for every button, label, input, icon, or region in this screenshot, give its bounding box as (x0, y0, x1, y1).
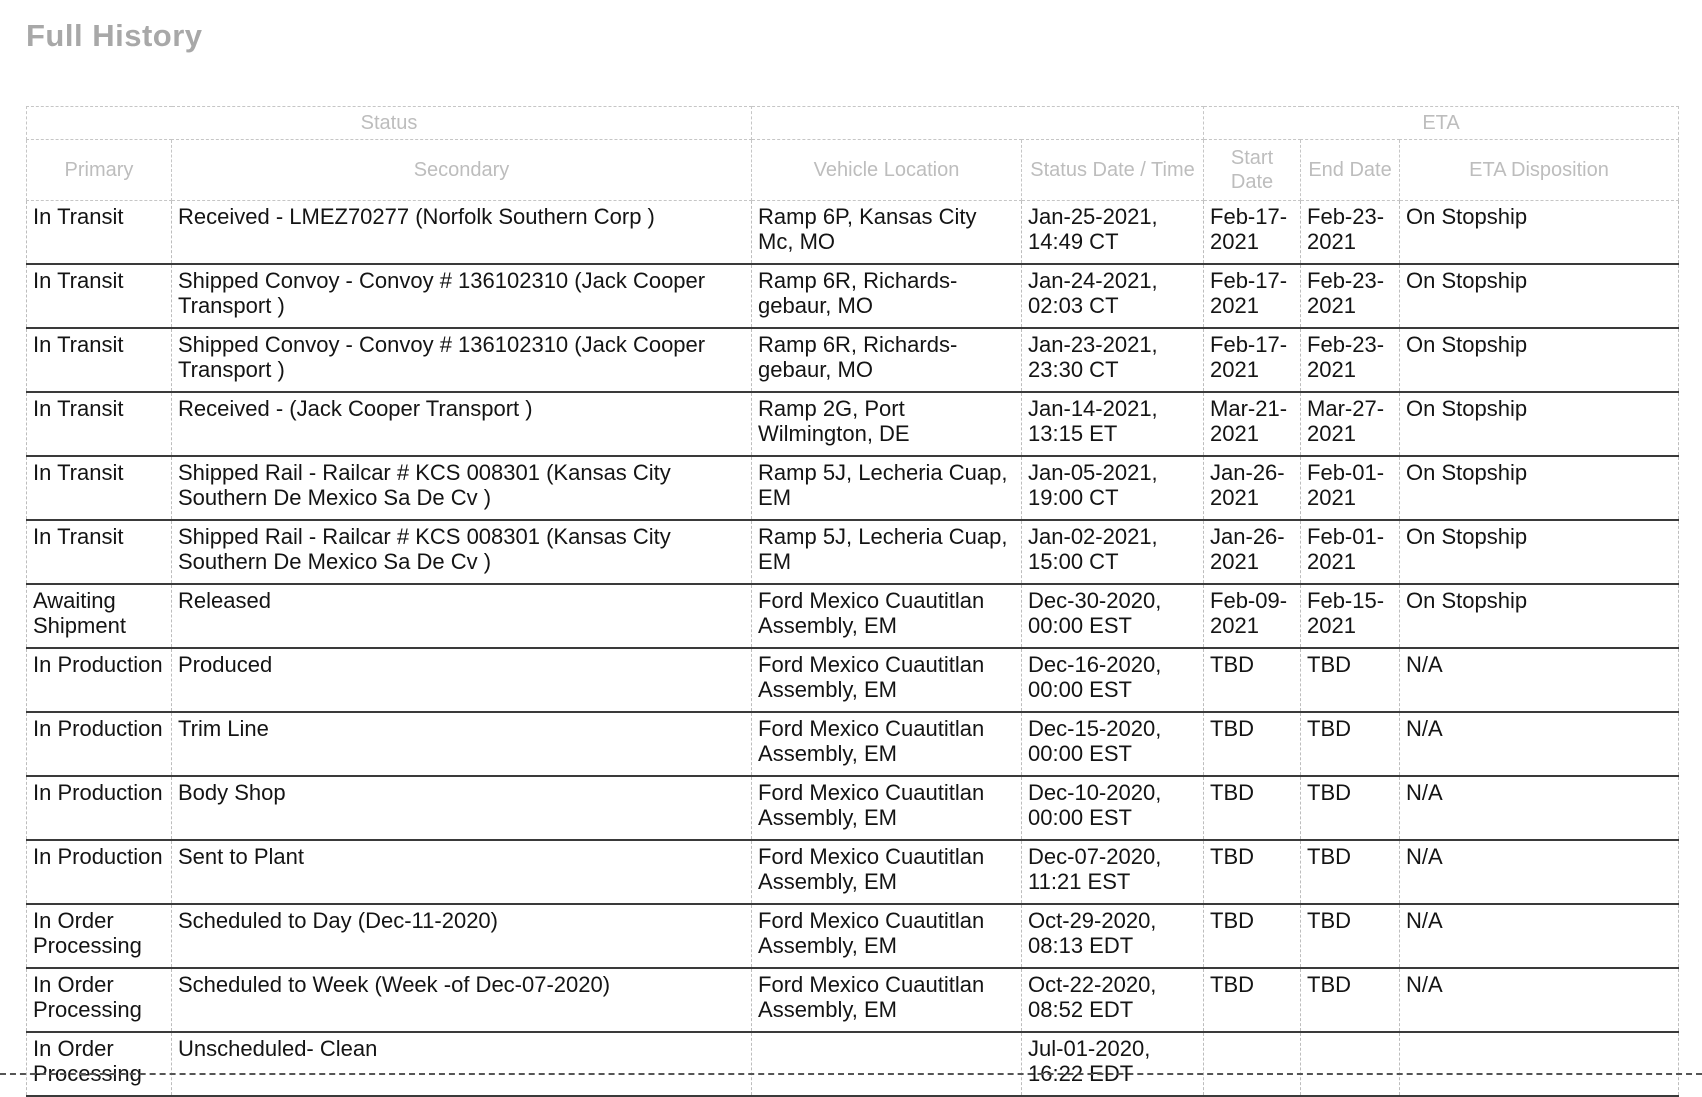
table-row (27, 904, 1679, 968)
cell-status-date-time: Oct-29-2020, 08:13 EDT (1022, 904, 1204, 968)
cell-vehicle-location: Ford Mexico Cuautitlan Assembly, EM (752, 584, 1022, 648)
cell-secondary: Shipped Rail - Railcar # KCS 008301 (Kansas City Southern De Mexico Sa De Cv ) (172, 520, 752, 584)
group-header-blank (752, 107, 1204, 140)
cell-status-date-time: Dec-10-2020, 00:00 EST (1022, 776, 1204, 840)
table-row (27, 392, 1679, 456)
cell-start-date: TBD (1204, 776, 1301, 840)
cell-start-date: Jan-26-2021 (1204, 520, 1301, 584)
cell-vehicle-location: Ramp 6R, Richards-gebaur, MO (752, 328, 1022, 392)
column-header-eta-disposition: ETA Disposition (1400, 140, 1679, 201)
column-header-status-date-time: Status Date / Time (1022, 140, 1204, 201)
cell-eta-disposition: N/A (1400, 648, 1679, 712)
history-table-container (26, 106, 1678, 1097)
cell-end-date: Feb-15-2021 (1301, 584, 1400, 648)
cell-vehicle-location: Ramp 5J, Lecheria Cuap, EM (752, 456, 1022, 520)
cell-primary: In Order Processing (27, 904, 172, 968)
cell-primary: In Production (27, 840, 172, 904)
cell-eta-disposition: On Stopship (1400, 456, 1679, 520)
cell-secondary: Shipped Convoy - Convoy # 136102310 (Jack Cooper Transport ) (172, 328, 752, 392)
table-row (27, 328, 1679, 392)
page-divider (0, 1073, 1702, 1075)
table-row (27, 264, 1679, 328)
cell-end-date: TBD (1301, 840, 1400, 904)
cell-start-date (1204, 1032, 1301, 1096)
cell-primary: In Production (27, 776, 172, 840)
cell-secondary: Scheduled to Week (Week -of Dec-07-2020) (172, 968, 752, 1032)
cell-end-date: TBD (1301, 776, 1400, 840)
cell-end-date: Feb-23-2021 (1301, 264, 1400, 328)
table-row (27, 1032, 1679, 1096)
cell-start-date: TBD (1204, 648, 1301, 712)
cell-eta-disposition: On Stopship (1400, 520, 1679, 584)
cell-status-date-time: Jan-14-2021, 13:15 ET (1022, 392, 1204, 456)
cell-end-date: TBD (1301, 904, 1400, 968)
cell-end-date: Feb-23-2021 (1301, 328, 1400, 392)
table-row (27, 201, 1679, 265)
cell-end-date: TBD (1301, 648, 1400, 712)
cell-secondary: Produced (172, 648, 752, 712)
cell-secondary: Shipped Rail - Railcar # KCS 008301 (Kansas City Southern De Mexico Sa De Cv ) (172, 456, 752, 520)
cell-end-date: Mar-27-2021 (1301, 392, 1400, 456)
cell-eta-disposition: N/A (1400, 712, 1679, 776)
cell-start-date: Feb-09-2021 (1204, 584, 1301, 648)
cell-vehicle-location: Ford Mexico Cuautitlan Assembly, EM (752, 968, 1022, 1032)
cell-vehicle-location: Ford Mexico Cuautitlan Assembly, EM (752, 840, 1022, 904)
cell-primary: In Order Processing (27, 968, 172, 1032)
cell-status-date-time: Jan-25-2021, 14:49 CT (1022, 201, 1204, 265)
cell-primary: In Transit (27, 456, 172, 520)
table-row (27, 776, 1679, 840)
cell-eta-disposition: N/A (1400, 776, 1679, 840)
cell-start-date: Feb-17-2021 (1204, 264, 1301, 328)
cell-status-date-time: Dec-15-2020, 00:00 EST (1022, 712, 1204, 776)
cell-vehicle-location: Ford Mexico Cuautitlan Assembly, EM (752, 776, 1022, 840)
cell-secondary: Body Shop (172, 776, 752, 840)
cell-secondary: Trim Line (172, 712, 752, 776)
group-header-row (27, 107, 1679, 140)
cell-start-date: Jan-26-2021 (1204, 456, 1301, 520)
cell-primary: In Production (27, 712, 172, 776)
cell-eta-disposition: On Stopship (1400, 392, 1679, 456)
column-header-end-date: End Date (1301, 140, 1400, 201)
cell-end-date: TBD (1301, 712, 1400, 776)
cell-end-date: Feb-01-2021 (1301, 456, 1400, 520)
cell-primary: In Production (27, 648, 172, 712)
table-row (27, 584, 1679, 648)
cell-status-date-time: Jan-24-2021, 02:03 CT (1022, 264, 1204, 328)
cell-secondary: Sent to Plant (172, 840, 752, 904)
cell-status-date-time: Jan-23-2021, 23:30 CT (1022, 328, 1204, 392)
cell-secondary: Unscheduled- Clean (172, 1032, 752, 1096)
cell-eta-disposition: N/A (1400, 840, 1679, 904)
table-row (27, 648, 1679, 712)
table-row (27, 712, 1679, 776)
group-header-status: Status (27, 107, 752, 140)
page-title: Full History (26, 18, 203, 53)
cell-secondary: Scheduled to Day (Dec-11-2020) (172, 904, 752, 968)
cell-start-date: TBD (1204, 840, 1301, 904)
cell-start-date: Feb-17-2021 (1204, 328, 1301, 392)
cell-start-date: TBD (1204, 712, 1301, 776)
cell-primary: In Order Processing (27, 1032, 172, 1096)
table-row (27, 968, 1679, 1032)
cell-secondary: Shipped Convoy - Convoy # 136102310 (Jack Cooper Transport ) (172, 264, 752, 328)
cell-start-date: Feb-17-2021 (1204, 201, 1301, 265)
cell-primary: In Transit (27, 520, 172, 584)
cell-primary: In Transit (27, 328, 172, 392)
column-header-vehicle-location: Vehicle Location (752, 140, 1022, 201)
table-row (27, 840, 1679, 904)
cell-vehicle-location: Ford Mexico Cuautitlan Assembly, EM (752, 712, 1022, 776)
cell-status-date-time: Jan-05-2021, 19:00 CT (1022, 456, 1204, 520)
cell-primary: Awaiting Shipment (27, 584, 172, 648)
cell-eta-disposition: On Stopship (1400, 584, 1679, 648)
cell-start-date: Mar-21-2021 (1204, 392, 1301, 456)
column-header-row (27, 140, 1679, 201)
cell-secondary: Received - LMEZ70277 (Norfolk Southern Corp ) (172, 201, 752, 265)
cell-primary: In Transit (27, 201, 172, 265)
cell-status-date-time: Jul-01-2020, 16:22 EDT (1022, 1032, 1204, 1096)
cell-vehicle-location: Ford Mexico Cuautitlan Assembly, EM (752, 904, 1022, 968)
cell-eta-disposition: N/A (1400, 968, 1679, 1032)
cell-status-date-time: Jan-02-2021, 15:00 CT (1022, 520, 1204, 584)
table-row (27, 520, 1679, 584)
cell-primary: In Transit (27, 264, 172, 328)
cell-vehicle-location: Ramp 5J, Lecheria Cuap, EM (752, 520, 1022, 584)
table-header (27, 107, 1679, 201)
cell-end-date (1301, 1032, 1400, 1096)
table-row (27, 456, 1679, 520)
cell-eta-disposition: On Stopship (1400, 201, 1679, 265)
column-header-secondary: Secondary (172, 140, 752, 201)
cell-end-date: TBD (1301, 968, 1400, 1032)
column-header-primary: Primary (27, 140, 172, 201)
cell-secondary: Released (172, 584, 752, 648)
cell-eta-disposition: On Stopship (1400, 264, 1679, 328)
cell-status-date-time: Oct-22-2020, 08:52 EDT (1022, 968, 1204, 1032)
cell-status-date-time: Dec-16-2020, 00:00 EST (1022, 648, 1204, 712)
table-body (27, 201, 1679, 1097)
cell-secondary: Received - (Jack Cooper Transport ) (172, 392, 752, 456)
cell-status-date-time: Dec-30-2020, 00:00 EST (1022, 584, 1204, 648)
group-header-eta: ETA (1204, 107, 1679, 140)
cell-eta-disposition (1400, 1032, 1679, 1096)
cell-eta-disposition: N/A (1400, 904, 1679, 968)
cell-eta-disposition: On Stopship (1400, 328, 1679, 392)
cell-vehicle-location: Ramp 6R, Richards-gebaur, MO (752, 264, 1022, 328)
column-header-start-date: Start Date (1204, 140, 1301, 201)
cell-end-date: Feb-01-2021 (1301, 520, 1400, 584)
cell-start-date: TBD (1204, 904, 1301, 968)
cell-start-date: TBD (1204, 968, 1301, 1032)
cell-end-date: Feb-23-2021 (1301, 201, 1400, 265)
cell-primary: In Transit (27, 392, 172, 456)
cell-vehicle-location: Ford Mexico Cuautitlan Assembly, EM (752, 648, 1022, 712)
cell-status-date-time: Dec-07-2020, 11:21 EST (1022, 840, 1204, 904)
history-table (26, 106, 1679, 1097)
cell-vehicle-location (752, 1032, 1022, 1096)
cell-vehicle-location: Ramp 2G, Port Wilmington, DE (752, 392, 1022, 456)
cell-vehicle-location: Ramp 6P, Kansas City Mc, MO (752, 201, 1022, 265)
